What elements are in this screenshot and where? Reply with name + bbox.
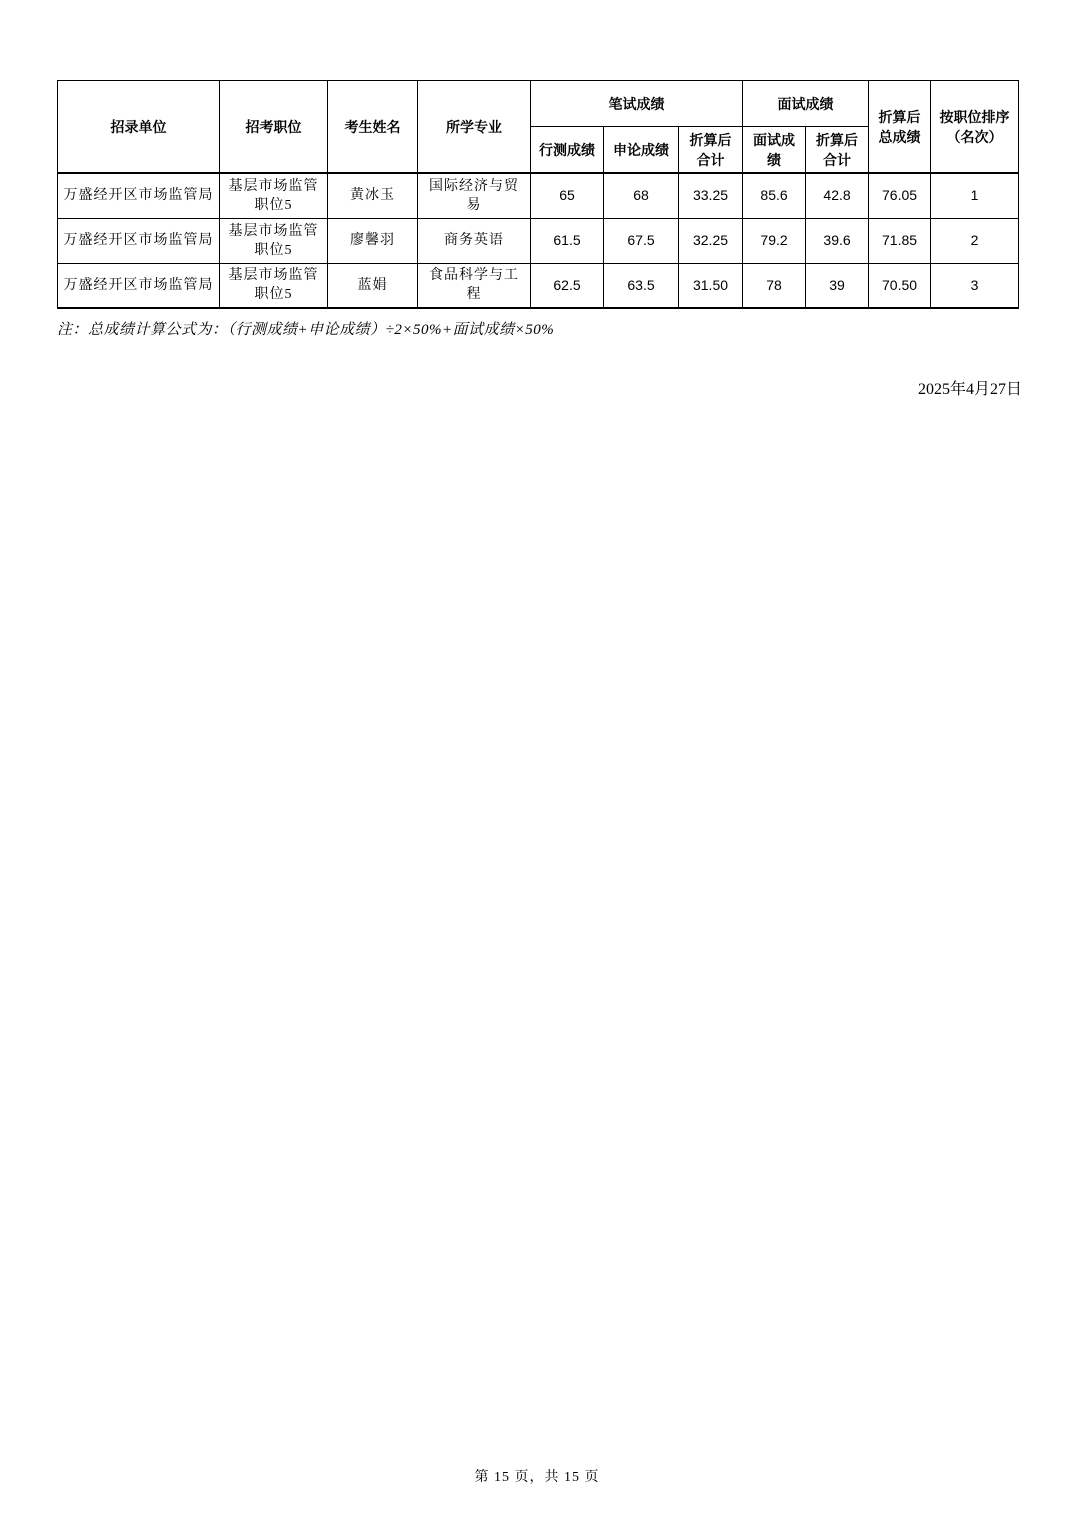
cell-interview-converted: 42.8 — [806, 173, 869, 218]
cell-shenlun: 68 — [604, 173, 679, 218]
cell-unit: 万盛经开区市场监管局 — [58, 173, 220, 218]
cell-shenlun: 67.5 — [604, 218, 679, 263]
header-interview-group: 面试成绩 — [743, 81, 869, 127]
cell-interview-score: 79.2 — [743, 218, 806, 263]
score-table — [57, 80, 1019, 309]
cell-candidate-name: 廖馨羽 — [328, 218, 418, 263]
cell-total: 76.05 — [869, 173, 931, 218]
cell-interview-score: 78 — [743, 263, 806, 308]
header-written-converted: 折算后合计 — [679, 127, 743, 174]
table-row — [58, 173, 1019, 218]
document-date: 2025年4月27日 — [917, 381, 1022, 398]
cell-major: 食品科学与工程 — [418, 263, 531, 308]
header-major: 所学专业 — [418, 81, 531, 174]
header-total: 折算后总成绩 — [869, 81, 931, 174]
cell-written-converted: 33.25 — [679, 173, 743, 218]
header-rank: 按职位排序（名次） — [931, 81, 1019, 174]
header-unit: 招录单位 — [58, 81, 220, 174]
cell-major: 国际经济与贸易 — [418, 173, 531, 218]
cell-xingce: 61.5 — [531, 218, 604, 263]
header-candidate-name: 考生姓名 — [328, 81, 418, 174]
header-interview-score: 面试成绩 — [743, 127, 806, 174]
cell-shenlun: 63.5 — [604, 263, 679, 308]
cell-written-converted: 32.25 — [679, 218, 743, 263]
cell-interview-converted: 39.6 — [806, 218, 869, 263]
cell-rank: 3 — [931, 263, 1019, 308]
header-xingce: 行测成绩 — [531, 127, 604, 174]
header-interview-converted: 折算后合计 — [806, 127, 869, 174]
header-written-group: 笔试成绩 — [531, 81, 743, 127]
cell-position: 基层市场监管 职位5 — [220, 263, 328, 308]
formula-note: 注：总成绩计算公式为：（行测成绩+申论成绩）÷2×50%+面试成绩×50% — [57, 322, 555, 338]
table-row — [58, 263, 1019, 308]
cell-xingce: 65 — [531, 173, 604, 218]
cell-written-converted: 31.50 — [679, 263, 743, 308]
cell-unit: 万盛经开区市场监管局 — [58, 218, 220, 263]
cell-rank: 2 — [931, 218, 1019, 263]
cell-total: 70.50 — [869, 263, 931, 308]
cell-candidate-name: 蓝娟 — [328, 263, 418, 308]
cell-interview-converted: 39 — [806, 263, 869, 308]
cell-position: 基层市场监管 职位5 — [220, 218, 328, 263]
cell-rank: 1 — [931, 173, 1019, 218]
cell-total: 71.85 — [869, 218, 931, 263]
cell-candidate-name: 黄冰玉 — [328, 173, 418, 218]
header-position: 招考职位 — [220, 81, 328, 174]
table-header — [58, 81, 1019, 174]
cell-unit: 万盛经开区市场监管局 — [58, 263, 220, 308]
cell-major: 商务英语 — [418, 218, 531, 263]
table-row — [58, 218, 1019, 263]
table-body — [58, 173, 1019, 308]
cell-xingce: 62.5 — [531, 263, 604, 308]
cell-interview-score: 85.6 — [743, 173, 806, 218]
page-number: 第 15 页，共 15 页 — [474, 1470, 600, 1485]
cell-position: 基层市场监管 职位5 — [220, 173, 328, 218]
header-shenlun: 申论成绩 — [604, 127, 679, 174]
table-header-row-1 — [58, 81, 1019, 127]
